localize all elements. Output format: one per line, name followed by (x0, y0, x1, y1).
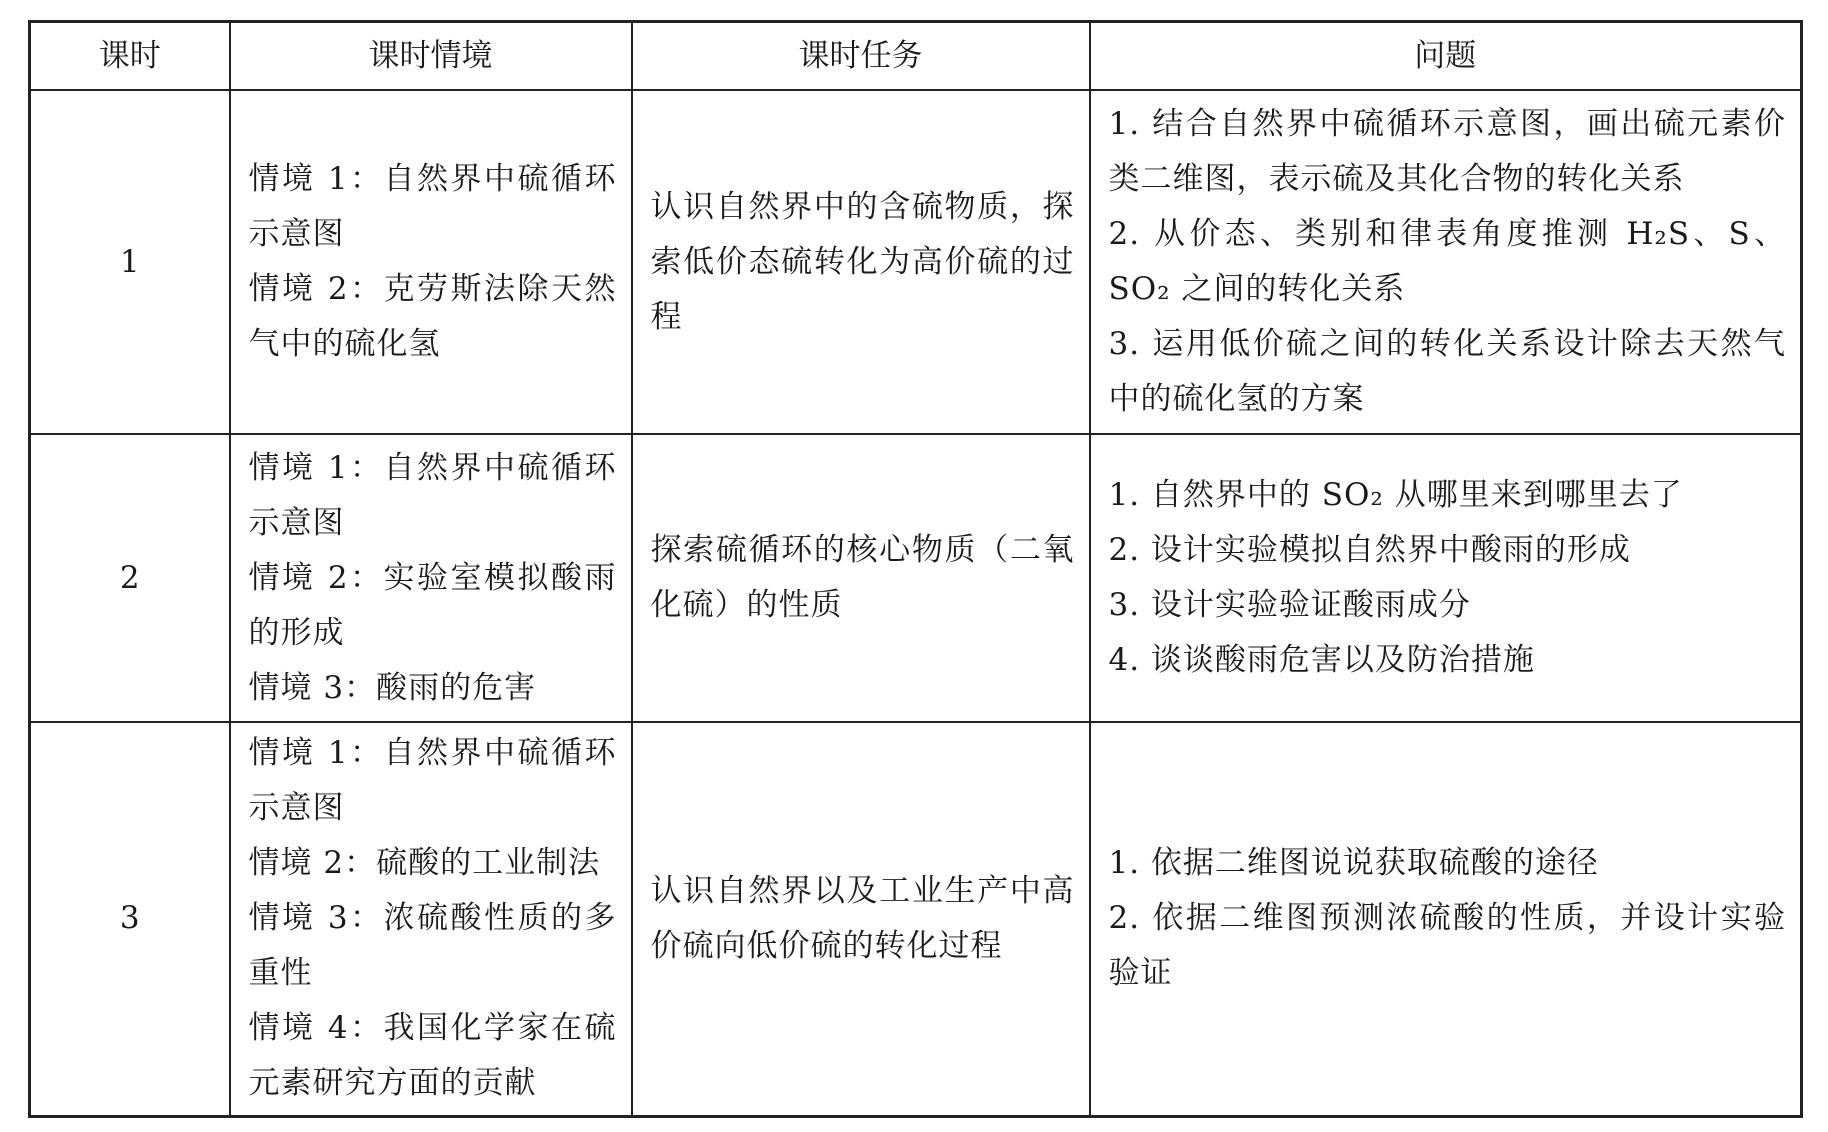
context-item: 情境 1：自然界中硫循环示意图 (248, 449, 617, 541)
header-questions: 问题 (1090, 22, 1802, 91)
lesson-task: 认识自然界中的含硫物质，探索低价态硫转化为高价硫的过程 (632, 90, 1090, 434)
context-item: 情境 2：克劳斯法除天然气中的硫化氢 (248, 271, 617, 362)
question-item: 1. 自然界中的 SO₂ 从哪里来到哪里去了 (1108, 477, 1683, 513)
lesson-number: 3 (30, 722, 230, 1116)
header-context: 课时情境 (230, 22, 632, 91)
context-item: 情境 2：实验室模拟酸雨的形成 (248, 559, 617, 651)
context-item: 情境 4：我国化学家在硫元素研究方面的贡献 (248, 1010, 617, 1102)
lesson-table (28, 20, 1803, 1118)
lesson-task: 认识自然界以及工业生产中高价硫向低价硫的转化过程 (632, 722, 1090, 1116)
context-item: 情境 3：浓硫酸性质的多重性 (248, 900, 617, 992)
question-item: 2. 从价态、类别和律表角度推测 H₂S、S、SO₂ 之间的转化关系 (1108, 216, 1786, 307)
context-item: 情境 3：酸雨的危害 (248, 669, 537, 706)
question-item: 2. 设计实验模拟自然界中酸雨的形成 (1108, 532, 1631, 568)
lesson-number: 1 (30, 90, 230, 434)
question-item: 3. 设计实验验证酸雨成分 (1108, 587, 1471, 623)
table-row (30, 434, 1802, 722)
header-task: 课时任务 (632, 22, 1090, 91)
header-row (30, 22, 1802, 91)
context-item: 情境 1：自然界中硫循环示意图 (248, 735, 617, 827)
lesson-contexts (230, 90, 632, 434)
header-lesson: 课时 (30, 22, 230, 91)
question-item: 1. 结合自然界中硫循环示意图，画出硫元素价类二维图，表示硫及其化合物的转化关系 (1108, 106, 1786, 197)
question-item: 3. 运用低价硫之间的转化关系设计除去天然气中的硫化氢的方案 (1108, 326, 1786, 417)
lesson-task: 探索硫循环的核心物质（二氧化硫）的性质 (632, 434, 1090, 722)
context-item: 情境 1：自然界中硫循环示意图 (248, 161, 617, 252)
context-item: 情境 2：硫酸的工业制法 (248, 845, 601, 882)
table-row (30, 722, 1802, 1116)
question-item: 2. 依据二维图预测浓硫酸的性质，并设计实验验证 (1108, 900, 1786, 992)
table-row (30, 90, 1802, 434)
lesson-questions (1090, 90, 1802, 434)
lesson-questions (1090, 434, 1802, 722)
lesson-contexts (230, 722, 632, 1116)
question-item: 1. 依据二维图说说获取硫酸的途径 (1108, 845, 1599, 882)
lesson-questions (1090, 722, 1802, 1116)
lesson-number: 2 (30, 434, 230, 722)
question-item: 4. 谈谈酸雨危害以及防治措施 (1108, 642, 1535, 678)
lesson-contexts (230, 434, 632, 722)
